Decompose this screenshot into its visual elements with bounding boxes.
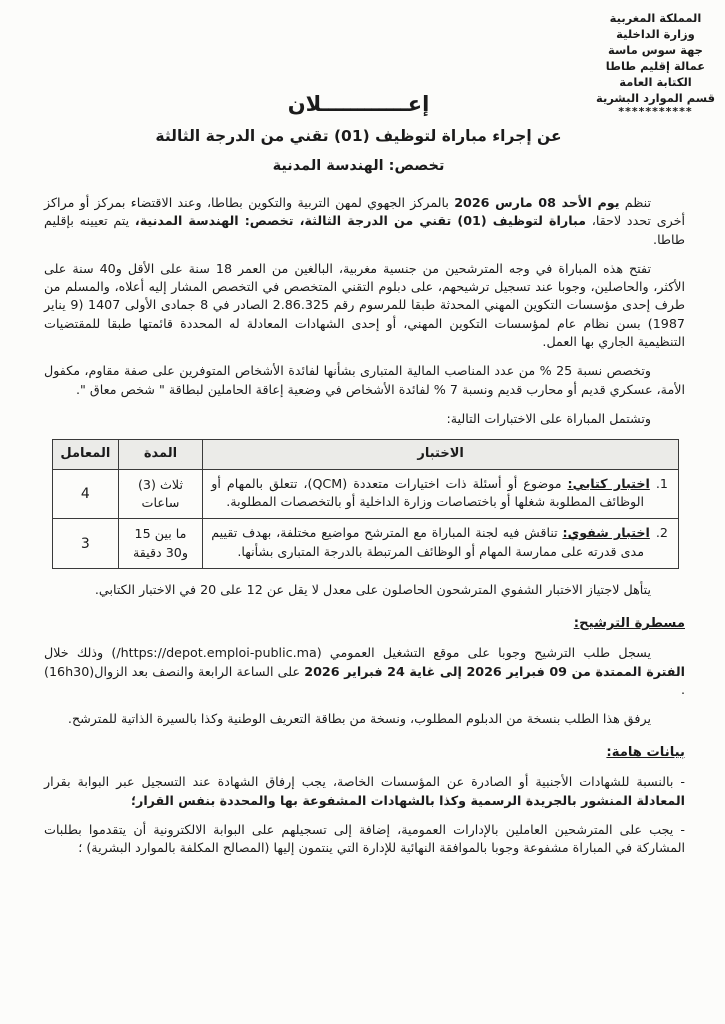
quota-paragraph: وتخصص نسبة 25 % من عدد المناصب المالية المتبارى بشأنها لفائدة الأشخاص المتوفرين على صفة مقاوم، مكفول الأمة، عسكري قديم أو محارب قديم ونسبة 7 % لفائدة الأشخاص في وضعية إعاقة الحاملين لبطاقة " شخص معاق ". [44,363,685,397]
title-block [40,0,677,174]
letterhead-hr-division: قسم الموارد البشرية [595,91,715,105]
announcement-title: إعــــــــــــلان [287,92,430,116]
registration-paragraph [44,644,685,699]
written-exam-cell [203,469,679,519]
text-run: تنظم [619,195,652,210]
attachments-paragraph: يرفق هذا الطلب بنسخة من الدبلوم المطلوب، ونسخة من بطاقة التعريف الوطنية وكذا بالسيرة الذاتية للمترشح. [67,711,651,727]
written-exam-description [211,475,668,512]
note-public-employees: - يجب على المترشحين العاملين بالإدارات العمومية، إضافة إلى تسجيلهم على البوابة الالكترونية أن يتقدموا بطلبات المشاركة في المباراة مشفوعة وجوبا بالموافقة النهائية للإدارة التي ينتمون إليها (المصالح المكلفة بالموارد البشرية) ؛ [44,821,685,856]
exam-table-header-row [53,440,679,470]
registration-period-text: الفترة الممتدة من 09 فبراير 2026 إلى غاية 24 فبراير 2026 [304,663,686,679]
registration-url: https://depot.emploi-public.ma/ [116,645,317,661]
letterhead-secretariat: الكتابة العامة [619,75,692,89]
oral-exam-cell [203,519,679,569]
letterhead [596,10,715,118]
header-exam: الاختبار [203,440,679,470]
exams-intro-paragraph: وتشتمل المباراة على الاختبارات التالية: [446,410,651,426]
important-notes-heading: بيانات هامة: [606,745,685,761]
oral-exam-duration: ما بين 15 و30 دقيقة [118,519,203,569]
text-run: يتم تعيينه بإقليم طاطا. [44,213,685,247]
oral-exam-coefficient: 3 [53,519,119,569]
written-exam-coefficient: 4 [53,469,119,519]
exam-date-text: يوم الأحد 08 مارس 2026 [454,195,620,210]
table-row [53,519,679,569]
exam-table [52,439,679,569]
announcement-specialty: تخصص: الهندسة المدنية [272,158,445,174]
equivalence-decision-text: المعادلة المنشور بالجريدة الرسمية وكذا بالشهادات المشفوعة بها والمحددة بنفس القرار؛ [130,792,685,808]
header-duration: المدة [118,440,203,470]
oral-exam-label: اختبار شفوي: [562,525,650,541]
pass-threshold-paragraph: يتأهل لاجتياز الاختبار الشفوي المترشحون الحاصلون على معدل لا يقل عن 12 على 20 في الاختبار الكتابي. [94,581,651,597]
letterhead-ministry: وزارة الداخلية [616,27,695,41]
text-run: تناقش فيه لجنة المباراة مع المترشح مواضيع مختلفة، بهدف تقييم مدى قدرته على ممارسة المهام أو الوظائف المرتبطة بالدرجة المتبارى بشأنها. [211,525,644,559]
post-title-text: مباراة لتوظيف (01) تقني من الدرجة الثالثة، تخصص: الهندسة المدنية، [134,213,586,229]
eligibility-paragraph: تفتح هذه المباراة في وجه المترشحين من جنسية مغربية، البالغين من العمر 18 سنة على الأقل و40 سنة على الأكثر، والحاصلين، وجوبا عند تسجيل ترشيحهم، على دبلوم التقني المتخصص في التخصص المشار إليه أعلاه، والمسلم من طرف إحدى مؤسسات التكوين المهني المحدثة طبقا للمرسوم رقم 2.86.325 الصادر في 8 جمادى الأولى 1407 (9 يناير 1987) بسن نظام عام لمؤسسات التكوين المهني، أو إحدى الشهادات المعادلة له المحددة قائمتها طبقا للمقتضيات التنظيمية الجاري بها العمل. [44,260,685,349]
header-coefficient: المعامل [53,440,119,470]
text-run: موضوع أو أسئلة ذات اختيارات متعددة (QCM)، تتعلق بالمهام أو الوظائف المطلوبة شغلها أو باختصاصات وزارة الداخلية أو بالتخصصات المطلوبة. [211,475,644,510]
letterhead-kingdom: المملكة المغربية [609,11,702,25]
text-run: بالمركز الجهوي لمهن التربية والتكوين بطاطا، وعند الاقتضاء بمركز أو مراكز أخرى تحدد لاحقا، [44,195,686,229]
exam-number: 2. [655,525,668,541]
letterhead-province: عمالة إقليم طاطا [605,59,706,73]
exam-number: 1. [655,475,668,491]
announcement-subtitle: عن إجراء مباراة لتوظيف (01) تقني من الدرجة الثالثة [155,127,562,145]
table-row [53,469,679,519]
written-exam-label: اختبار كتابي: [567,475,650,491]
document-body [44,194,685,857]
text-run: على الساعة الرابعة والنصف بعد الزوال(16h30) . [44,663,685,697]
intro-paragraph [44,194,685,249]
text-run: ) وذلك خلال [44,645,117,661]
registration-procedure-heading: مسطرة الترشيح: [573,616,685,632]
letterhead-separator: *********** [618,105,693,118]
note-foreign-diplomas [44,773,685,810]
written-exam-duration: ثلاث (3) ساعات [118,469,203,519]
text-run: يسجل طلب الترشيح وجوبا على موقع التشغيل العمومي ( [316,645,652,661]
oral-exam-description [211,524,668,561]
letterhead-region: جهة سوس ماسة [608,43,703,57]
text-run: - بالنسبة للشهادات الأجنبية أو الصادرة عن المؤسسات الخاصة، يجب إرفاق الشهادة عند التسجيل عبر البوابة بقرار [44,774,685,790]
